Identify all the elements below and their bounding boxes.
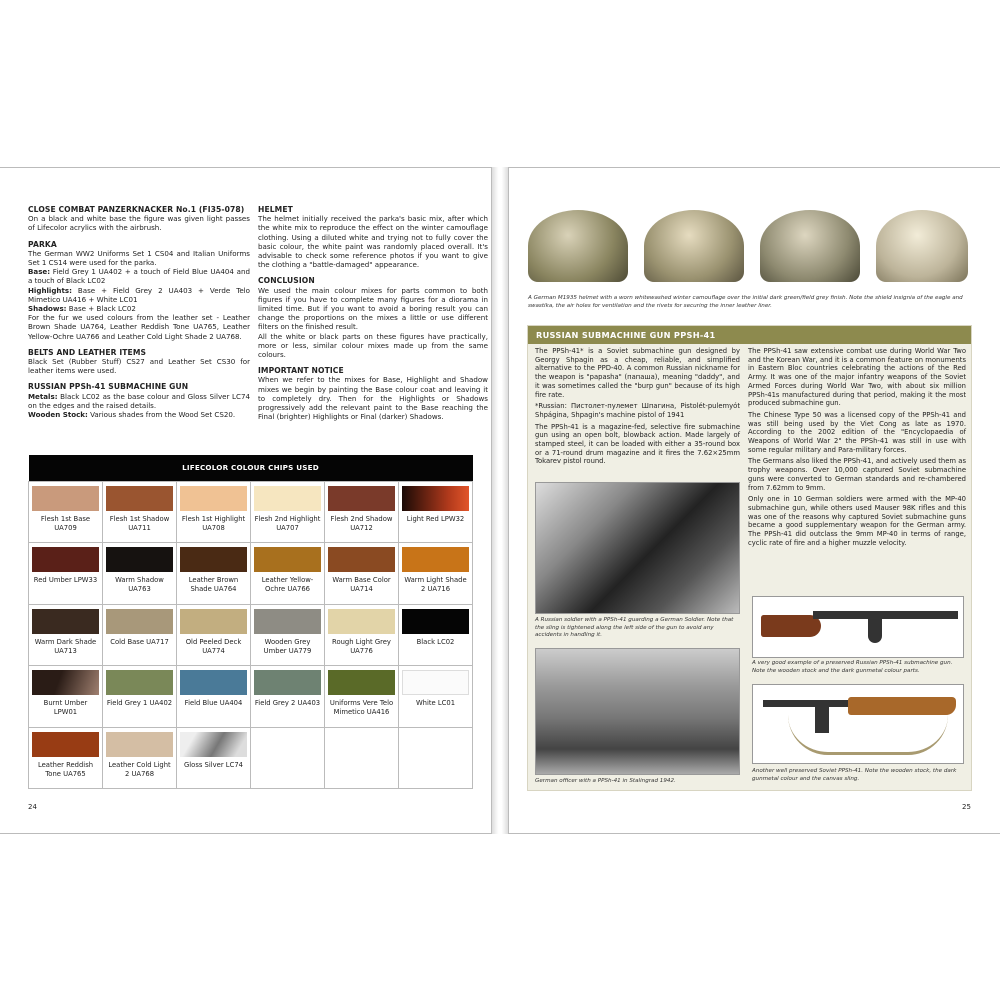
colour-chip-cell [399,543,473,605]
paragraph: *Russian: Пистолет-пулемет Шпагина, Pistolét-pulemyót Shpágina, Shpagin's machine pistol of 1941 [535,402,740,419]
colour-swatch [254,547,321,572]
chip-name: Wooden Grey Umber UA779 [263,637,312,655]
ppsh-gun-photo-1 [752,596,964,658]
colour-chip-cell [251,604,325,666]
chip-name: Light Red LPW32 [406,514,465,523]
colour-swatch [32,609,99,634]
chip-name: Warm Dark Shade UA713 [34,637,97,655]
helmet-caption: A German M1935 helmet with a worn whitewashed winter camouflage over the initial dark green/field grey finish. Note the shield insignia of the eagle and swastika, the air holes for ventilation and the rivets for securing the inner leather liner. [528,295,963,309]
left-column-1 [28,205,250,419]
empty-cell [399,727,473,789]
colour-chip-cell [29,727,103,789]
text-label: Highlights: [28,285,72,295]
section-text [28,267,250,285]
paragraph: The PPSh-41 is a magazine-fed, selective fire submachine gun using an open bolt, blowback action. Made largely of stamped steel, it can be loaded with either a 35-round box or a 71-round drum magazine and it fires the 7.62×25mm Tokarev pistol round. [535,422,740,466]
colour-chip-cell [177,666,251,728]
text-body: Base + Field Grey 2 UA403 + Verde Telo Mimetico UA416 + White LC01 [28,285,250,304]
colour-swatch [106,547,173,572]
section-heading: PARKA [28,239,57,249]
text-body: The helmet initially received the parka's basic mix, after which the white mix to reproduce the effect on the winter camouflage clothing. Using a diluted white and trying not to fully cover the basic colour, the white paint was randomly placed overall. It's advisable to check some reference photos if you want to give the clothing a "battle-damaged" appearance. [258,214,488,270]
paragraph: The PPSh-41* is a Soviet submachine gun designed by Georgy Shpagin as a cheap, reliable, and simplified alternative to the PPD-40. A common Russian nickname for the weapon is "papasha" (папаша), meaning "daddy", and it was sometimes called the "burp gun" because of its high fire rate. [535,347,740,399]
colour-swatch [180,486,247,511]
section-text [258,286,488,332]
colour-chip-cell [251,481,325,543]
colour-chip-cell [103,727,177,789]
chip-name: Leather Brown Shade UA764 [188,576,239,593]
section-heading: IMPORTANT NOTICE [258,366,344,376]
colour-swatch [328,486,395,511]
colour-swatch [254,670,321,695]
section-text [28,214,250,232]
ppsh-gun-photo-2 [752,684,964,764]
box-title: RUSSIAN SUBMACHINE GUN PPSH-41 [528,326,971,344]
text-label: Shadows: [28,304,67,314]
page-number-right: 25 [962,803,971,811]
section-heading: CONCLUSION [258,276,315,286]
chip-name: Leather Yellow-Ochre UA766 [261,576,314,593]
helmet-photo [760,210,860,282]
section-text [28,410,250,419]
text-label: Base: [28,267,51,277]
colour-swatch [106,486,173,511]
colour-swatch [180,547,247,572]
colour-chips-table [28,455,473,789]
gun1-caption: A very good example of a preserved Russian PPSh-41 submachine gun. Note the wooden stock and the dark gunmetal colour parts. [752,660,953,674]
german-officer-photo [535,648,740,775]
chip-name: Warm Light Shade 2 UA716 [404,576,467,593]
text-body: For the fur we used colours from the leather set - Leather Brown Shade UA764, Leather Reddish Tone UA765, Leather Yellow-Ochre UA766 and Leather Cold Light Shade 2 UA768. [28,313,250,341]
colour-swatch [180,609,247,634]
empty-cell [325,727,399,789]
chip-name: Flesh 1st Base UA709 [40,514,91,532]
colour-chip-cell [251,666,325,728]
colour-chip-cell [103,666,177,728]
text-body: Base + Black LC02 [66,304,136,314]
chip-name: Leather Cold Light 2 UA768 [108,760,171,778]
chip-name: Flesh 1st Highlight UA708 [181,514,246,532]
text-label: Metals: [28,391,58,401]
colour-swatch [180,732,247,757]
chip-name: Rough Light Grey UA776 [332,637,391,655]
section-text [28,249,250,267]
chip-name: Field Blue UA404 [184,699,243,707]
colour-swatch [32,670,99,695]
russian-soldier-photo [535,482,740,614]
page-number-left: 24 [28,803,37,811]
text-body: Various shades from the Wood Set CS20. [87,410,236,420]
colour-chip-cell [399,481,473,543]
chip-name: Gloss Silver LC74 [184,760,243,769]
empty-cell [251,727,325,789]
helmet-photo [644,210,744,282]
chip-name: Warm Shadow UA763 [115,576,164,593]
colour-chip-cell [177,604,251,666]
colour-chip-cell [399,666,473,728]
colour-chip-cell [103,604,177,666]
paragraph: The Chinese Type 50 was a licensed copy of the PPSh-41 and was still being used by the Viet Cong as late as 1970. According to the 2002 edition of the "Encyclopaedia of Weapons of World War 2" the PPSh-41 was still in use with some regular military and Para-military forces. [748,410,966,454]
colour-swatch [402,486,469,511]
colour-swatch [402,670,469,695]
colour-chip-cell [103,543,177,605]
colour-swatch [328,670,395,695]
colour-chip-cell [325,481,399,543]
paragraph: Only one in 10 German soldiers were armed with the MP-40 submachine gun, while others used Mauser 98K rifles and this was one of the reasons why captured Soviet submachine guns became a good supplementary weapon for the German army. The PPSh-41 did outclass the 9mm MP-40 in terms of range, cyclic rate of fire and a higher muzzle velocity. [748,495,966,547]
colour-swatch [328,547,395,572]
colour-chip-cell [29,666,103,728]
chip-name: Flesh 2nd Shadow UA712 [330,514,393,532]
colour-chip-cell [29,481,103,543]
text-body: The German WW2 Uniforms Set 1 CS04 and Italian Uniforms Set 1 CS14 were used for the parka. [28,248,250,268]
box-column-1 [535,347,740,469]
paragraph: The PPSh-41 saw extensive combat use during World War Two and the Korean War, and it is a common feature on monuments in Eastern Bloc countries celebrating the actions of the Red Army. It was one of the major infantry weapons of the Soviet Armed Forces during World War Two, with about six million PPSh-41s manufactured during that period, making it the most produced submachine gun. [748,347,966,408]
chip-name: Black LC02 [416,637,455,646]
text-body: On a black and white base the figure was given light passes of Lifecolor acrylics with the airbrush. [28,214,250,233]
chip-name: Uniforms Vere Telo Mimetico UA416 [329,699,394,716]
colour-chip-cell [103,481,177,543]
section-heading: BELTS AND LEATHER ITEMS [28,347,147,357]
helmet-photo [528,210,628,282]
photo1-caption: A Russian soldier with a PPSh-41 guarding a German Soldier. Note that the sling is tightened along the left side of the gun to avoid any accidents in handling it. [535,617,734,638]
book-gutter [492,167,508,834]
colour-swatch [32,547,99,572]
text-body: We used the main colour mixes for parts common to both figures if you have to complete many figures for a diorama in limited time. But if you want to avoid a boring result you can change the proportions on the mixes a little or use different filters on the finished result. [258,285,488,332]
colour-swatch [402,609,469,634]
chip-name: Field Grey 1 UA402 [106,699,173,707]
colour-swatch [254,486,321,511]
colour-chip-cell [177,543,251,605]
text-body: Field Grey 1 UA402 + a touch of Field Blue UA404 and a touch of Black LC02 [28,267,250,286]
text-label: Wooden Stock: [28,410,88,420]
colour-chip-cell [325,604,399,666]
section-heading: RUSSIAN PPSh-41 SUBMACHINE GUN [28,382,189,392]
chips-table-title: LIFECOLOR COLOUR CHIPS USED [29,455,473,481]
colour-swatch [106,609,173,634]
colour-swatch [180,670,247,695]
colour-chip-cell [325,666,399,728]
chip-name: White LC01 [415,699,456,707]
chip-name: Red Umber LPW33 [33,576,98,584]
colour-chip-cell [251,543,325,605]
colour-swatch [106,670,173,695]
section-heading: CLOSE COMBAT PANZERKNACKER No.1 (FI35-078) [28,205,245,214]
section-text [28,313,250,341]
photo2-caption: German officer with a PPSh-41 in Stalingrad 1942. [535,778,676,784]
colour-chip-cell [399,604,473,666]
colour-swatch [402,547,469,572]
colour-swatch [328,609,395,634]
chip-name: Old Peeled Deck UA774 [185,637,242,655]
chip-name: Burnt Umber LPW01 [43,699,88,716]
colour-chip-cell [325,543,399,605]
chip-name: Flesh 1st Shadow UA711 [109,514,170,532]
section-heading: HELMET [258,205,293,214]
colour-chip-cell [177,727,251,789]
text-body: Black Set (Rubber Stuff) CS27 and Leather Set CS30 for leather items were used. [28,357,250,376]
section-text [28,357,250,375]
chip-name: Warm Base Color UA714 [332,576,391,593]
helmet-photo [876,210,968,282]
text-body: All the white or black parts on these figures have practically, more or less, similar colour mixes made up from the same colours. [258,331,488,360]
colour-chip-cell [29,543,103,605]
helmet-photos [528,210,968,286]
section-text [258,375,488,421]
paragraph: The Germans also liked the PPSh-41, and actively used them as trophy weapons. Over 10,000 captured Soviet submachine guns were converted to German standards and re-chambered from 7.62mm to 9mm. [748,457,966,492]
section-text [28,304,250,313]
gun2-caption: Another well preserved Soviet PPSh-41. Note the wooden stock, the dark gunmetal colour and the canvas sling. [752,768,957,782]
colour-swatch [32,732,99,757]
text-body: Black LC02 as the base colour and Gloss Silver LC74 on the edges and the raised details. [28,391,250,410]
section-text [258,332,488,360]
section-text [28,286,250,304]
chip-name: Flesh 2nd Highlight UA707 [254,514,321,532]
chip-name: Cold Base UA717 [110,637,169,646]
text-body: When we refer to the mixes for Base, Highlight and Shadow mixes we begin by painting the Base colour coat and leaving it to completely dry. Then for the Highlights or Shadows progressively add the relevant paint to the Base reaching the Final (brighter) Highlights or Final (darker) Shadows. [258,375,488,422]
box-column-2 [748,347,966,550]
colour-swatch [32,486,99,511]
section-text [28,392,250,410]
chip-name: Leather Reddish Tone UA765 [37,760,94,778]
section-text [258,214,488,269]
chip-name: Field Grey 2 UA403 [254,699,321,707]
colour-chip-cell [177,481,251,543]
colour-swatch [254,609,321,634]
colour-chip-cell [29,604,103,666]
left-column-2 [258,205,488,421]
colour-swatch [106,732,173,757]
